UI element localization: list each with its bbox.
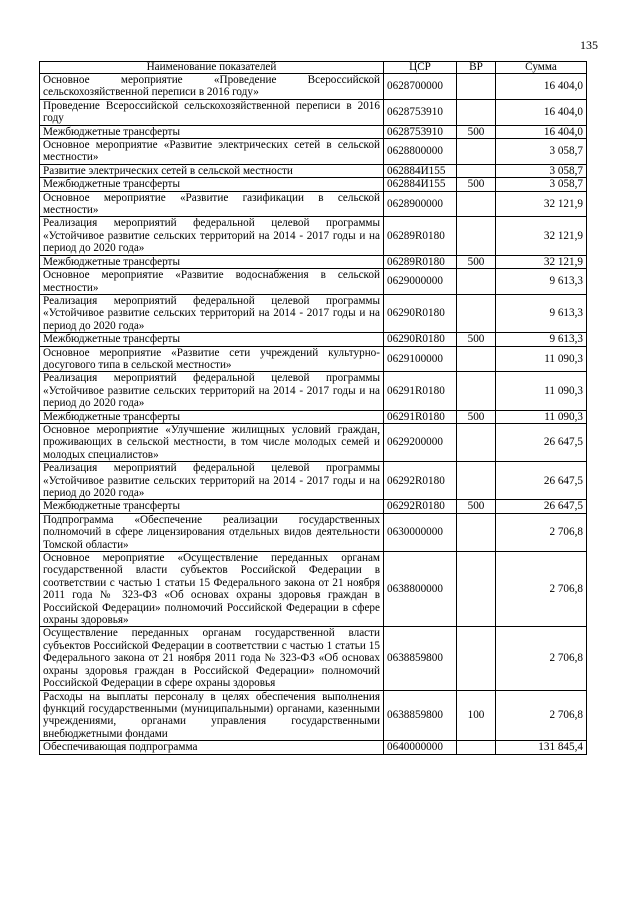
row-name-cell: Межбюджетные трансферты xyxy=(40,500,384,513)
row-csr-cell: 06289R0180 xyxy=(384,255,457,268)
row-vr-cell xyxy=(457,372,496,410)
table-row xyxy=(40,99,587,125)
table-row xyxy=(40,217,587,255)
row-csr-cell: 06289R0180 xyxy=(384,217,457,255)
header-sum: Сумма xyxy=(496,62,587,74)
row-vr-cell xyxy=(457,74,496,100)
row-vr-cell xyxy=(457,346,496,372)
row-csr-cell: 0638859800 xyxy=(384,627,457,690)
row-csr-cell: 06290R0180 xyxy=(384,294,457,332)
table-row xyxy=(40,627,587,690)
row-name-cell: Осуществление переданных органам государственной власти субъектов Российской Федерации в соответствии с частью 1 статьи 15 Федерального закона от 21 ноября 2011 года № 323-ФЗ «Об основах охраны здоровья граждан в Российской Федерации» полномочий Российской Федерации в сфере охраны здоровья xyxy=(40,627,384,690)
row-csr-cell: 06292R0180 xyxy=(384,462,457,500)
table-row xyxy=(40,346,587,372)
row-sum-cell: 131 845,4 xyxy=(496,741,587,754)
row-csr-cell: 0628800000 xyxy=(384,139,457,165)
row-csr-cell: 06291R0180 xyxy=(384,372,457,410)
table-row xyxy=(40,178,587,191)
table-body xyxy=(40,74,587,755)
row-sum-cell: 2 706,8 xyxy=(496,552,587,627)
row-name-cell: Межбюджетные трансферты xyxy=(40,410,384,423)
row-sum-cell: 11 090,3 xyxy=(496,346,587,372)
row-vr-cell xyxy=(457,164,496,177)
row-name-cell: Основное мероприятие «Проведение Всероссийской сельскохозяйственной переписи в 2016 году» xyxy=(40,74,384,100)
row-vr-cell: 500 xyxy=(457,500,496,513)
row-sum-cell: 16 404,0 xyxy=(496,74,587,100)
row-csr-cell: 06291R0180 xyxy=(384,410,457,423)
row-csr-cell: 0638859800 xyxy=(384,690,457,741)
row-vr-cell: 100 xyxy=(457,690,496,741)
table-row xyxy=(40,410,587,423)
row-csr-cell: 0638800000 xyxy=(384,552,457,627)
row-sum-cell: 32 121,9 xyxy=(496,255,587,268)
row-vr-cell: 500 xyxy=(457,333,496,346)
row-csr-cell: 0629100000 xyxy=(384,346,457,372)
row-name-cell: Основное мероприятие «Развитие водоснабжения в сельской местности» xyxy=(40,269,384,295)
row-name-cell: Расходы на выплаты персоналу в целях обеспечения выполнения функций государственными (муниципальными) органами, казенными учреждениями, органами управления государственными внебюджетными фондами xyxy=(40,690,384,741)
row-name-cell: Реализация мероприятий федеральной целевой программы «Устойчивое развитие сельских территорий на 2014 - 2017 годы и на период до 2020 года» xyxy=(40,462,384,500)
row-csr-cell: 0628753910 xyxy=(384,99,457,125)
row-sum-cell: 9 613,3 xyxy=(496,333,587,346)
row-csr-cell: 0628700000 xyxy=(384,74,457,100)
row-name-cell: Основное мероприятие «Осуществление переданных органам государственной власти субъектов Российской Федерации в соответствии с частью 1 статьи 15 Федерального закона от 21 ноября 2011 года № 323-ФЗ «Об основах охраны здоровья граждан в Российской Федерации» полномочий Российской Федерации в сфере охраны здоровья» xyxy=(40,552,384,627)
row-sum-cell: 9 613,3 xyxy=(496,294,587,332)
row-name-cell: Проведение Всероссийской сельскохозяйственной переписи в 2016 году xyxy=(40,99,384,125)
table-row xyxy=(40,269,587,295)
row-sum-cell: 32 121,9 xyxy=(496,191,587,217)
row-csr-cell: 062884И155 xyxy=(384,164,457,177)
row-vr-cell xyxy=(457,269,496,295)
table-row xyxy=(40,462,587,500)
table-row xyxy=(40,423,587,461)
table-row xyxy=(40,333,587,346)
row-sum-cell: 3 058,7 xyxy=(496,164,587,177)
row-csr-cell: 06292R0180 xyxy=(384,500,457,513)
row-sum-cell: 2 706,8 xyxy=(496,513,587,551)
row-vr-cell: 500 xyxy=(457,125,496,138)
row-name-cell: Обеспечивающая подпрограмма xyxy=(40,741,384,754)
budget-table xyxy=(39,61,587,755)
row-vr-cell: 500 xyxy=(457,410,496,423)
row-sum-cell: 16 404,0 xyxy=(496,99,587,125)
row-csr-cell: 0629000000 xyxy=(384,269,457,295)
table-row xyxy=(40,294,587,332)
row-vr-cell xyxy=(457,217,496,255)
row-name-cell: Межбюджетные трансферты xyxy=(40,178,384,191)
header-name: Наименование показателей xyxy=(40,62,384,74)
row-vr-cell xyxy=(457,741,496,754)
row-sum-cell: 2 706,8 xyxy=(496,690,587,741)
row-name-cell: Развитие электрических сетей в сельской местности xyxy=(40,164,384,177)
table-row xyxy=(40,139,587,165)
row-sum-cell: 9 613,3 xyxy=(496,269,587,295)
row-name-cell: Подпрограмма «Обеспечение реализации государственных полномочий в сфере лицензирования отдельных видов деятельности Томской области» xyxy=(40,513,384,551)
row-csr-cell: 06290R0180 xyxy=(384,333,457,346)
row-vr-cell: 500 xyxy=(457,178,496,191)
row-csr-cell: 062884И155 xyxy=(384,178,457,191)
row-sum-cell: 26 647,5 xyxy=(496,423,587,461)
row-sum-cell: 3 058,7 xyxy=(496,178,587,191)
table-row xyxy=(40,552,587,627)
row-sum-cell: 3 058,7 xyxy=(496,139,587,165)
row-sum-cell: 11 090,3 xyxy=(496,410,587,423)
row-vr-cell xyxy=(457,462,496,500)
row-name-cell: Реализация мероприятий федеральной целевой программы «Устойчивое развитие сельских территорий на 2014 - 2017 годы и на период до 2020 года» xyxy=(40,372,384,410)
row-name-cell: Основное мероприятие «Улучшение жилищных условий граждан, проживающих в сельской местности, в том числе молодых семей и молодых специалистов» xyxy=(40,423,384,461)
table-row xyxy=(40,741,587,754)
row-sum-cell: 26 647,5 xyxy=(496,500,587,513)
row-csr-cell: 0630000000 xyxy=(384,513,457,551)
table-row xyxy=(40,690,587,741)
table-row xyxy=(40,125,587,138)
row-sum-cell: 32 121,9 xyxy=(496,217,587,255)
row-vr-cell xyxy=(457,191,496,217)
row-csr-cell: 0629200000 xyxy=(384,423,457,461)
row-name-cell: Межбюджетные трансферты xyxy=(40,125,384,138)
row-vr-cell xyxy=(457,139,496,165)
row-sum-cell: 2 706,8 xyxy=(496,627,587,690)
page-number: 135 xyxy=(580,38,598,52)
row-name-cell: Основное мероприятие «Развитие электрических сетей в сельской местности» xyxy=(40,139,384,165)
row-name-cell: Реализация мероприятий федеральной целевой программы «Устойчивое развитие сельских территорий на 2014 - 2017 годы и на период до 2020 года» xyxy=(40,217,384,255)
row-csr-cell: 0628753910 xyxy=(384,125,457,138)
table-row xyxy=(40,500,587,513)
row-name-cell: Основное мероприятие «Развитие газификации в сельской местности» xyxy=(40,191,384,217)
table-row xyxy=(40,255,587,268)
row-sum-cell: 16 404,0 xyxy=(496,125,587,138)
table-row xyxy=(40,191,587,217)
table-row xyxy=(40,372,587,410)
row-name-cell: Межбюджетные трансферты xyxy=(40,333,384,346)
row-name-cell: Основное мероприятие «Развитие сети учреждений культурно-досугового типа в сельской местности» xyxy=(40,346,384,372)
row-name-cell: Межбюджетные трансферты xyxy=(40,255,384,268)
row-vr-cell xyxy=(457,627,496,690)
row-vr-cell xyxy=(457,99,496,125)
table-row xyxy=(40,74,587,100)
row-csr-cell: 0628900000 xyxy=(384,191,457,217)
row-sum-cell: 26 647,5 xyxy=(496,462,587,500)
table-row xyxy=(40,164,587,177)
row-vr-cell xyxy=(457,552,496,627)
table-row xyxy=(40,513,587,551)
header-csr: ЦСР xyxy=(384,62,457,74)
row-name-cell: Реализация мероприятий федеральной целевой программы «Устойчивое развитие сельских территорий на 2014 - 2017 годы и на период до 2020 года» xyxy=(40,294,384,332)
row-vr-cell xyxy=(457,423,496,461)
row-vr-cell xyxy=(457,294,496,332)
header-vr: ВР xyxy=(457,62,496,74)
row-vr-cell: 500 xyxy=(457,255,496,268)
row-csr-cell: 0640000000 xyxy=(384,741,457,754)
row-sum-cell: 11 090,3 xyxy=(496,372,587,410)
row-vr-cell xyxy=(457,513,496,551)
table-header-row xyxy=(40,62,587,74)
